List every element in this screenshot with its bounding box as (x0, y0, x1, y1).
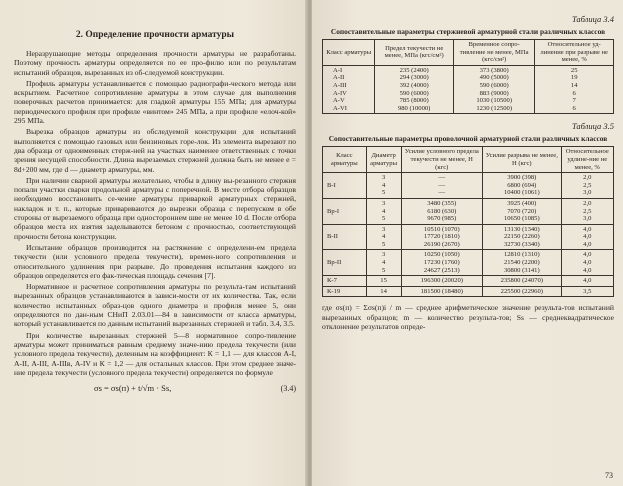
table-cell: — — — (401, 173, 482, 199)
table-3-4-label: Таблица 3.4 (571, 14, 614, 24)
table-row (323, 198, 614, 224)
table-cell: К-19 (323, 286, 367, 297)
right-text-column (322, 14, 614, 331)
table-cell: 4,0 4,0 4,0 (561, 250, 613, 276)
table-cell: Вр-I (323, 198, 367, 224)
table-cell: В-I (323, 173, 367, 199)
formula-row (14, 383, 296, 393)
table-cell: 12810 (1310) 21540 (2200) 30800 (3141) (483, 250, 562, 276)
formula-number: (3.4) (280, 383, 296, 393)
table-cell: A-I A-II A-III A-IV A-V A-VI (323, 65, 375, 114)
paragraph: При наличии сварной арматуры желательно, чтобы в длину вы-резанного стержня попали участки сварки продольной арматуры с поперечной. В месте отбора образцов необходимо восстановить се-чение арматуры приваркой арматурных стержней, накладок и т. п., которые привариваются до вырезки образца с перепуском в обе стороны от вырезаемого образца при одностороннем шве не менее 10 d. После отбора образцов места их взятия заделываются бетоном с прочностью, соответствующей прочности бетона конструкции. (14, 175, 296, 241)
table-row (323, 276, 614, 287)
table-cell: 10250 (1050) 17230 (1760) 24627 (2513) (401, 250, 482, 276)
table-cell: 2,0 2,5 3,0 (561, 198, 613, 224)
paragraph: При количестве вырезанных стержней 5—8 нормативное сопро-тивление арматуры может приниматься равным среднему значе-нию предела текучести (или условного предела текучести), деленным на коэффициент: К = 1,1 — для классов А-I, А-II, А-III, А-IIIв, А-IV и К = 1,2 — для остальных классов. При этом среднее значе-ние предела текучести (условного предела текучести) определяется по формуле (14, 330, 296, 377)
table-cell: 3 4 5 (366, 224, 401, 250)
table-cell: 25 19 14 6 7 6 (535, 65, 614, 114)
table-cell: 235 (2400) 294 (3000) 392 (4000) 590 (6000) 785 (8000) 980 (10000) (375, 65, 454, 114)
paragraph: Испытание образцов производится на растяжение с определени-ем предела текучести (или условного предела текучести), времен-ного сопротивления и относительного удлинения при разрыве. До проведения испытания каждого из образцов определяется его фак-тическая площадь сечения [7]. (14, 242, 296, 280)
table-cell: 4,0 (561, 276, 613, 287)
left-page (0, 0, 307, 486)
table-cell: 2,0 2,5 3,0 (561, 173, 613, 199)
table-cell: 3900 (398) 6800 (694) 10400 (1061) (483, 173, 562, 199)
table-cell: 3 4 5 (366, 250, 401, 276)
section-heading: 2. Определение прочности арматуры (75, 30, 235, 40)
column-header: Класс арматуры (323, 147, 367, 173)
column-header: Относительное уд-линение при разрыве не менее, % (535, 40, 614, 66)
formula-explanation: где σs(п) = Σσs(п)i / m — среднее арифметическое значение результа-тов испытаний вырезанных образцов; m — количество результа-тов; Ss — среднеквадратическое отклонение результатов опреде- (322, 303, 614, 332)
column-header: Класс арматуры (323, 40, 375, 66)
paragraph: Неразрушающие методы определения прочности арматуры не разработаны. Поэтому прочность арматуры определяется по ее про-филю или по результатам испытаний образцов, вырезанных из об-следуемой конструкции. (14, 49, 296, 77)
column-header: Временное сопро-тивление не менее, МПа (кгс/см²) (453, 40, 534, 66)
table-cell: Вр-II (323, 250, 367, 276)
table-cell: 373 (3800) 490 (5000) 590 (6000) 883 (9000) 1030 (10500) 1230 (12500) (453, 65, 534, 114)
table-cell: 181500 (18480) (401, 286, 482, 297)
table-3-5-label: Таблица 3.5 (571, 121, 614, 132)
table-row (323, 173, 614, 199)
table-cell: 3925 (400) 7070 (720) 10650 (1085) (483, 198, 562, 224)
table-cell: 196300 (20020) (401, 276, 482, 287)
table-cell: 3 4 5 (366, 173, 401, 199)
table-header-row (323, 147, 614, 173)
table-cell: 3,5 (561, 286, 613, 297)
table-header-row (323, 40, 614, 66)
paragraph: Вырезка образцов арматуры из обследуемой конструкции для испытаний выполняется с помощью газовых или бензиновых горе-лок. Из элемента вырезают по два образца от одноименных стерж-ней на участках наименее ответственных с точки зрения несущей способности. Длина вырезаемых стержней должна быть не менее е = 8d+200 мм, где d — диаметр арматуры, мм. (14, 127, 296, 174)
column-header: Диаметр арматуры (366, 147, 401, 173)
left-text-column (14, 30, 296, 393)
table-cell: 3480 (355) 6180 (630) 9670 (985) (401, 198, 482, 224)
table-cell: К-7 (323, 276, 367, 287)
table-row (323, 65, 614, 114)
table-3-5-caption: Сопоставительные параметры проволочной арматурной стали различных классов (328, 134, 608, 144)
table-cell: 10510 (1070) 17720 (1810) 26190 (2670) (401, 224, 482, 250)
table-cell: 3 4 5 (366, 198, 401, 224)
table-cell: 4,0 4,0 4,0 (561, 224, 613, 250)
table-3-4-caption: Сопоставительные параметры стержневой арматурной стали различных классов (330, 27, 606, 36)
formula: σs = σs(п) + t/√m · Ss, (94, 383, 172, 394)
table-cell: 235800 (24070) (483, 276, 562, 287)
table-cell: В-II (323, 224, 367, 250)
table-row (323, 286, 614, 297)
page-number: 73 (605, 471, 613, 480)
right-page (312, 0, 623, 486)
column-header: Усилие разрыва не менее, Н (кгс) (483, 147, 562, 173)
paragraph: Нормативное и расчетное сопротивления арматуры по результа-там испытаний вырезанных образцов устанавливаются в зависи-мости от их количества. Так, если количество испытанных образ-цов одного диаметра и профиля менее 5, они определяются по дан-ным СНиП 2.03.01—84 в зависимости от класса арматуры, который устанавливается по данным испытаний вырезанных стержней и табл. 3.4, 3.5. (14, 282, 296, 329)
column-header: Предел текучести не менее, МПа (кгс/см²) (375, 40, 454, 66)
table-cell: 225500 (22960) (483, 286, 562, 297)
table-3-4 (322, 39, 614, 114)
table-cell: 13130 (1340) 22150 (2260) 32730 (3340) (483, 224, 562, 250)
table-row (323, 250, 614, 276)
table-cell: 14 (366, 286, 401, 297)
table-cell: 15 (366, 276, 401, 287)
table-row (323, 224, 614, 250)
paragraph: Профиль арматуры устанавливается с помощью радиографи-ческого метода или вскрытием. Расчетное сопротивление арматуры в этом случае для выполнения поверочных расчетов принимается: для гладкой арматуры 155 МПа; для арматуры периодического профиля при профиле «винтом» 245 МПа, а при профиле «елоч-кой» 295 МПа. (14, 78, 296, 126)
table-3-5 (322, 146, 614, 297)
column-header: Относительное удлине-ние не менее, % (561, 147, 613, 173)
column-header: Усилие условного предела текучести не менее, Н (кгс) (401, 147, 482, 173)
